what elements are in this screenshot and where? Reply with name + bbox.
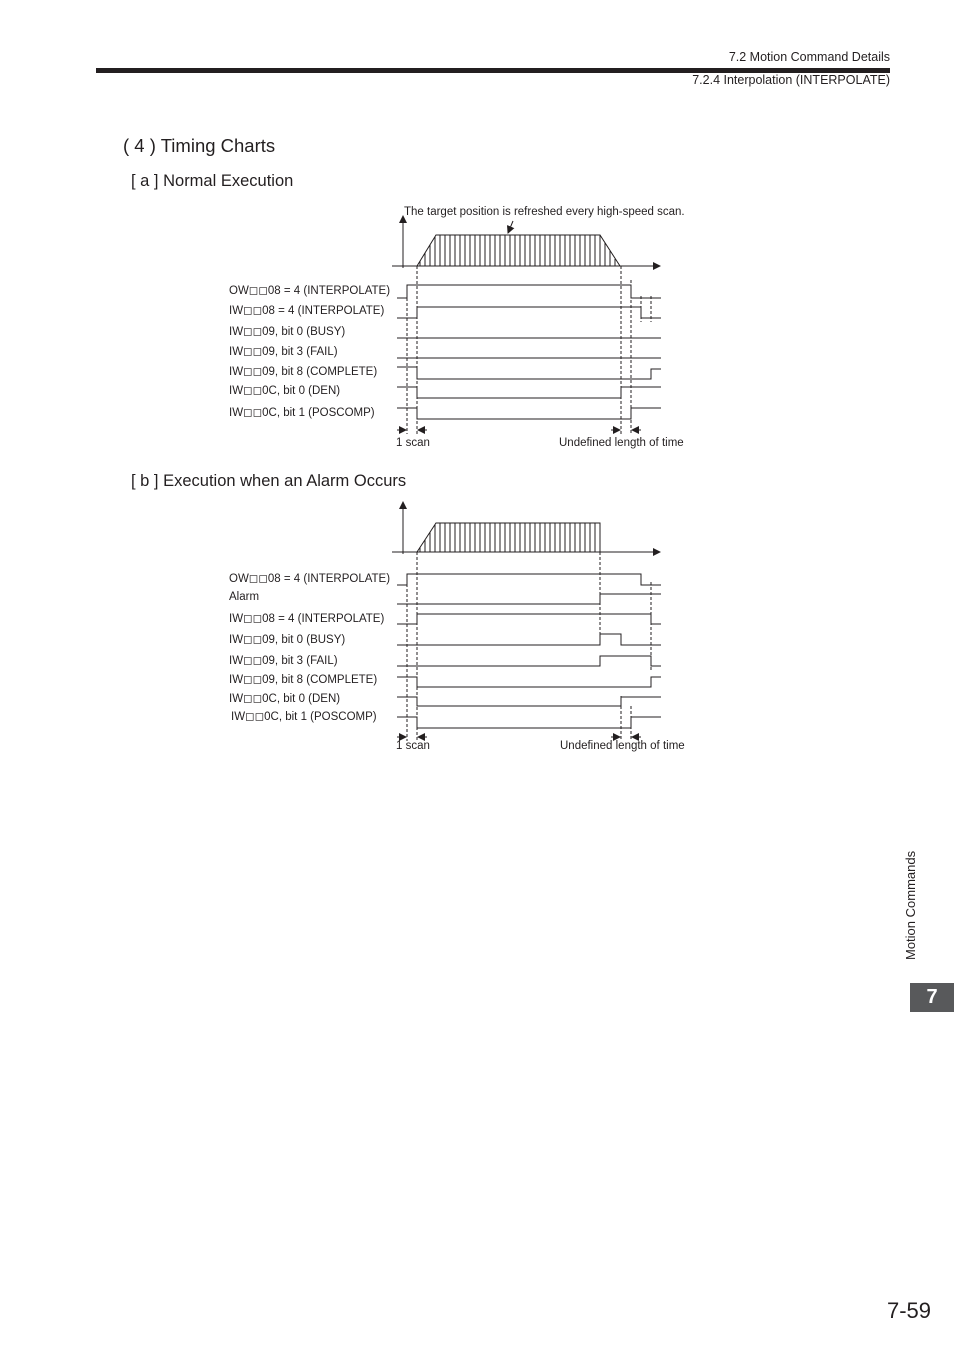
chart-a-time-markers [407,266,651,434]
chart-b-waveform-alarm [397,594,661,604]
chart-b-signal-label: IW◻◻08 = 4 (INTERPOLATE) [229,613,385,625]
chart-b-waveform-ow08 [397,574,661,585]
chart-b-speed-profile [417,523,600,552]
chart-a-title: [ a ] Normal Execution [131,172,294,190]
chart-b-refresh-hatching [420,523,595,552]
chart-b-waveform-complete [397,677,661,687]
chart-b-signal-label: IW◻◻0C, bit 0 (DEN) [229,693,341,705]
chart-b-signal-label: IW◻◻09, bit 8 (COMPLETE) [229,674,378,686]
chart-b-signal-label: OW◻◻08 = 4 (INTERPOLATE) [229,573,391,585]
chart-b-waveform-den [397,697,661,706]
chart-a-scan-label: 1 scan [396,437,430,449]
chart-b-title: [ b ] Execution when an Alarm Occurs [131,472,407,490]
timing-chart-b [0,460,954,760]
chart-b-waveform-busy [397,634,661,645]
chart-b-waveform-iw08 [397,614,661,624]
chart-a-signal-label: IW◻◻09, bit 3 (FAIL) [229,346,338,358]
chapter-side-label: Motion Commands [903,850,918,960]
chart-b-signal-label: Alarm [229,591,260,603]
chart-b-signal-label: IW◻◻09, bit 3 (FAIL) [229,655,338,667]
chapter-number-badge: 7 [910,983,954,1012]
chart-b-signal-label: IW◻◻09, bit 0 (BUSY) [229,634,346,646]
timing-chart-a [0,0,954,460]
chart-a-annotation-arrow [508,221,513,233]
chart-a-signal-label: IW◻◻0C, bit 1 (POSCOMP) [229,407,375,419]
chart-b-time-markers [407,552,651,741]
chart-a-annotation: The target position is refreshed every high-speed scan. [404,206,685,218]
chart-a-signal-label: IW◻◻09, bit 0 (BUSY) [229,326,346,338]
chart-b-waveform-fail [397,656,661,666]
chart-a-signal-label: IW◻◻09, bit 8 (COMPLETE) [229,366,378,378]
header-subsection-title: 7.2.4 Interpolation (INTERPOLATE) [692,73,890,87]
chart-b-signal-label: IW◻◻0C, bit 1 (POSCOMP) [231,711,377,723]
chart-b-scan-label: 1 scan [396,740,430,752]
chart-a-signal-label: IW◻◻08 = 4 (INTERPOLATE) [229,305,385,317]
page-number: 7-59 [886,1298,931,1323]
chart-a-undefined-label: Undefined length of time [559,437,684,449]
header-section-title: 7.2 Motion Command Details [728,50,890,64]
chart-b-undefined-label: Undefined length of time [560,740,685,752]
chart-a-signal-label: IW◻◻0C, bit 0 (DEN) [229,385,341,397]
chart-a-waveform-den [397,387,661,398]
chart-a-signal-label: OW◻◻08 = 4 (INTERPOLATE) [229,285,391,297]
chart-a-refresh-hatching [420,235,615,266]
section-title: ( 4 ) Timing Charts [123,135,276,156]
